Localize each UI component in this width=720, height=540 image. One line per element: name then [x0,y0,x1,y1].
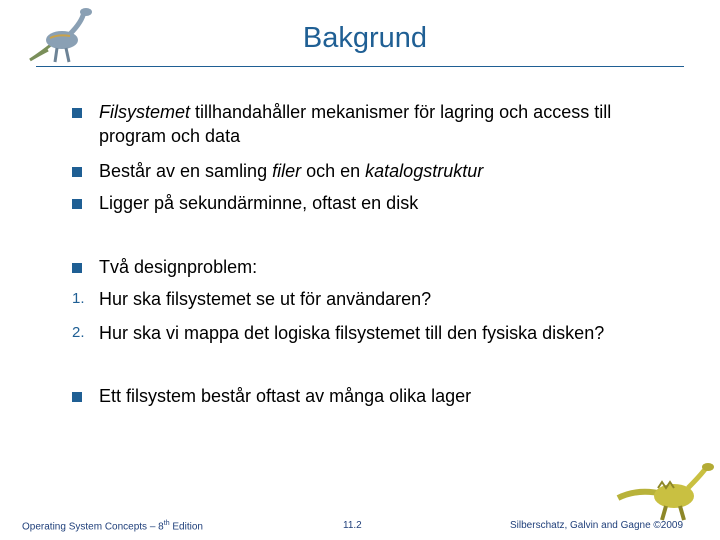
bullet-marker [72,392,82,402]
bullet-text: Filsystemet tillhandahåller mekanismer för lagring och access till [99,102,612,122]
number-marker: 2. [72,324,85,341]
footer-copyright: Silberschatz, Galvin and Gagne ©2009 [510,520,684,531]
bullet-text: Ett filsystem består oftast av många olika lager [99,386,472,406]
bullet-text: Består av en samling filer och en katalogstruktur [99,161,484,181]
bullet-marker [72,108,82,118]
bullet-text: Två designproblem: [99,257,258,277]
bullet-text: program och data [99,126,241,146]
bullet-marker [72,167,82,177]
dinosaur-footer-icon [608,458,718,524]
bullet-marker [72,199,82,209]
footer-book-title: Operating System Concepts – 8th Edition [22,520,203,533]
bullet-text: Ligger på sekundärminne, oftast en disk [99,193,419,213]
page-title: Bakgrund [302,22,428,54]
numbered-text: Hur ska vi mappa det logiska filsystemet till den fysiska disken? [99,323,605,343]
footer-page-number: 11.2 [343,520,362,531]
title-divider [36,66,684,67]
bullet-marker [72,263,82,273]
number-marker: 1. [72,290,85,307]
numbered-text: Hur ska filsystemet se ut för användaren? [99,289,432,309]
dinosaur-logo-icon [22,4,114,66]
